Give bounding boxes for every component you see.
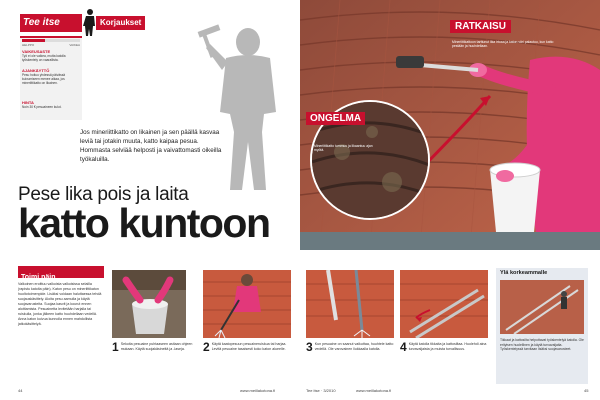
section-tag bbox=[20, 14, 82, 32]
right-page-number: 45 bbox=[584, 388, 589, 393]
step-2-number: 2 bbox=[203, 340, 210, 354]
step-2-caption bbox=[203, 342, 293, 352]
sidebar-heading-difficulty: VAIKEUSASTE bbox=[22, 49, 51, 54]
step-3-text: Kun pesuaine on saanut vaikuttaa, huuhtele katto vedellä. Ole varovainen liukkaalla katolla. bbox=[314, 342, 394, 351]
step-1-text: Sekoita pesuaine puhtaaseen astiaan ohjeen mukaan. Käytä suojakäsineitä ja -laseja. bbox=[120, 342, 193, 351]
rinsing-image bbox=[306, 270, 394, 338]
headline-line1: Pese lika pois ja laita bbox=[18, 184, 189, 205]
label-solution: RATKAISU bbox=[450, 20, 511, 33]
sidebar-title: Ylä korkeammalle bbox=[500, 270, 548, 276]
difficulty-labels bbox=[22, 43, 80, 47]
worker-silhouette-icon bbox=[83, 8, 97, 36]
sidebar-heading-time: AJANKÄYTTÖ bbox=[22, 68, 50, 73]
step-4-photo bbox=[400, 270, 488, 338]
step-4-caption bbox=[400, 342, 490, 352]
right-page bbox=[300, 0, 600, 400]
sidebar-text-time: Pesu hoituu yhdessä päivässä kuivumiseen menee aikaa, jos mineriittikatto on likainen. bbox=[22, 73, 66, 85]
intro-paragraph: Jos mineriittikatto on likainen ja sen päällä kasvaa leviä tai jotakin muuta, katto kaipaa pesua. Hommasta selviää helposti ja vaivattomasti oikeilla työkaluilla. bbox=[80, 129, 222, 163]
body-text: Valkoinen eroittuu valkoista valkoisissa selailla (rapistu katolta päin). Katon pesu on mineriittikaton huoltotoimenpide. Lisäksi voidaan haluttaessa tehdä suojauskäsittely. Aloita pesu aamulla ja käytä suojavarusteita. Suojaa kasvit ja kourut ennen aloittamista. Pesuainetta levitetään harjalla tai ruiskulla, jonka jälkeen katto huuhdellaan vedellä. Anna katon kuivua kunnolla ennen mahdollista jatkokäsittelyä. bbox=[18, 282, 102, 326]
sidebar-heading-price: HINTA bbox=[22, 100, 34, 105]
difficulty-label-easy: HELPPO bbox=[22, 43, 35, 47]
problem-text: Mineriittikatto tummuu ja likaantuu ajan myötä. bbox=[314, 144, 373, 153]
left-page-footer: www.meillakotona.fi bbox=[240, 388, 276, 393]
step-3-caption bbox=[306, 342, 396, 352]
difficulty-meter bbox=[22, 39, 80, 42]
sidebar-text-difficulty: Työ ei ole vaikea, mutta katolla työskentely on vaarallista. bbox=[22, 54, 66, 62]
sidebar-text-price: Noin 30 € pesuaineen kulut. bbox=[22, 105, 62, 109]
handyman-silhouette-icon bbox=[190, 12, 290, 192]
step-4-text: Käytä katolla tikkaita ja kattosiltaa. Huolehdi aina turvavaljaista ja muista turvallisuus. bbox=[408, 342, 487, 351]
step-3-photo bbox=[306, 270, 394, 338]
right-page-footer: www.meillakotona.fi bbox=[356, 388, 392, 393]
step-1-caption bbox=[112, 342, 196, 352]
section-tag-label: Tee itse bbox=[23, 17, 60, 28]
ladder-roof-image bbox=[400, 270, 488, 338]
difficulty-label-hard: VAIKEA bbox=[69, 43, 80, 47]
step-4-number: 4 bbox=[400, 340, 407, 354]
spraying-image bbox=[203, 270, 291, 338]
headline-line2: katto kuntoon bbox=[18, 200, 270, 246]
step-3-number: 3 bbox=[306, 340, 313, 354]
step-2-text: Käytä kaatopesuun pesuaineruiskua tai harjaa. Levitä pesuaine tasaisesti koko katon alueelle. bbox=[211, 342, 287, 351]
roof-ladder-image bbox=[500, 280, 584, 334]
bucket-mixing-image bbox=[112, 270, 186, 338]
solution-text: Mineriittikattoon tarttunut lika irtoaa ja katon väri palautuu, kun katto pestään ja huuhdellaan. bbox=[452, 40, 554, 49]
right-page-footer-left: Tee itse · 3/2010 bbox=[306, 388, 336, 393]
difficulty-fill bbox=[22, 39, 45, 42]
step-1-number: 1 bbox=[112, 340, 119, 354]
section-title: Toimi näin bbox=[21, 274, 56, 281]
step-1-photo bbox=[112, 270, 186, 338]
left-page-number: 44 bbox=[18, 388, 23, 393]
section-subtag: Korjaukset bbox=[96, 16, 145, 30]
sidebar-body: Tikkaat ja kattosilta helpottavat työskentelyä katolla. Ole erityisen huolellinen ja käytä turvavaljaita. Työskentelyssä tarvitaan lisäksi suojavarusteet. bbox=[500, 338, 584, 351]
section-bar bbox=[18, 266, 104, 281]
step-2-photo bbox=[203, 270, 291, 338]
label-problem: ONGELMA bbox=[306, 112, 365, 125]
